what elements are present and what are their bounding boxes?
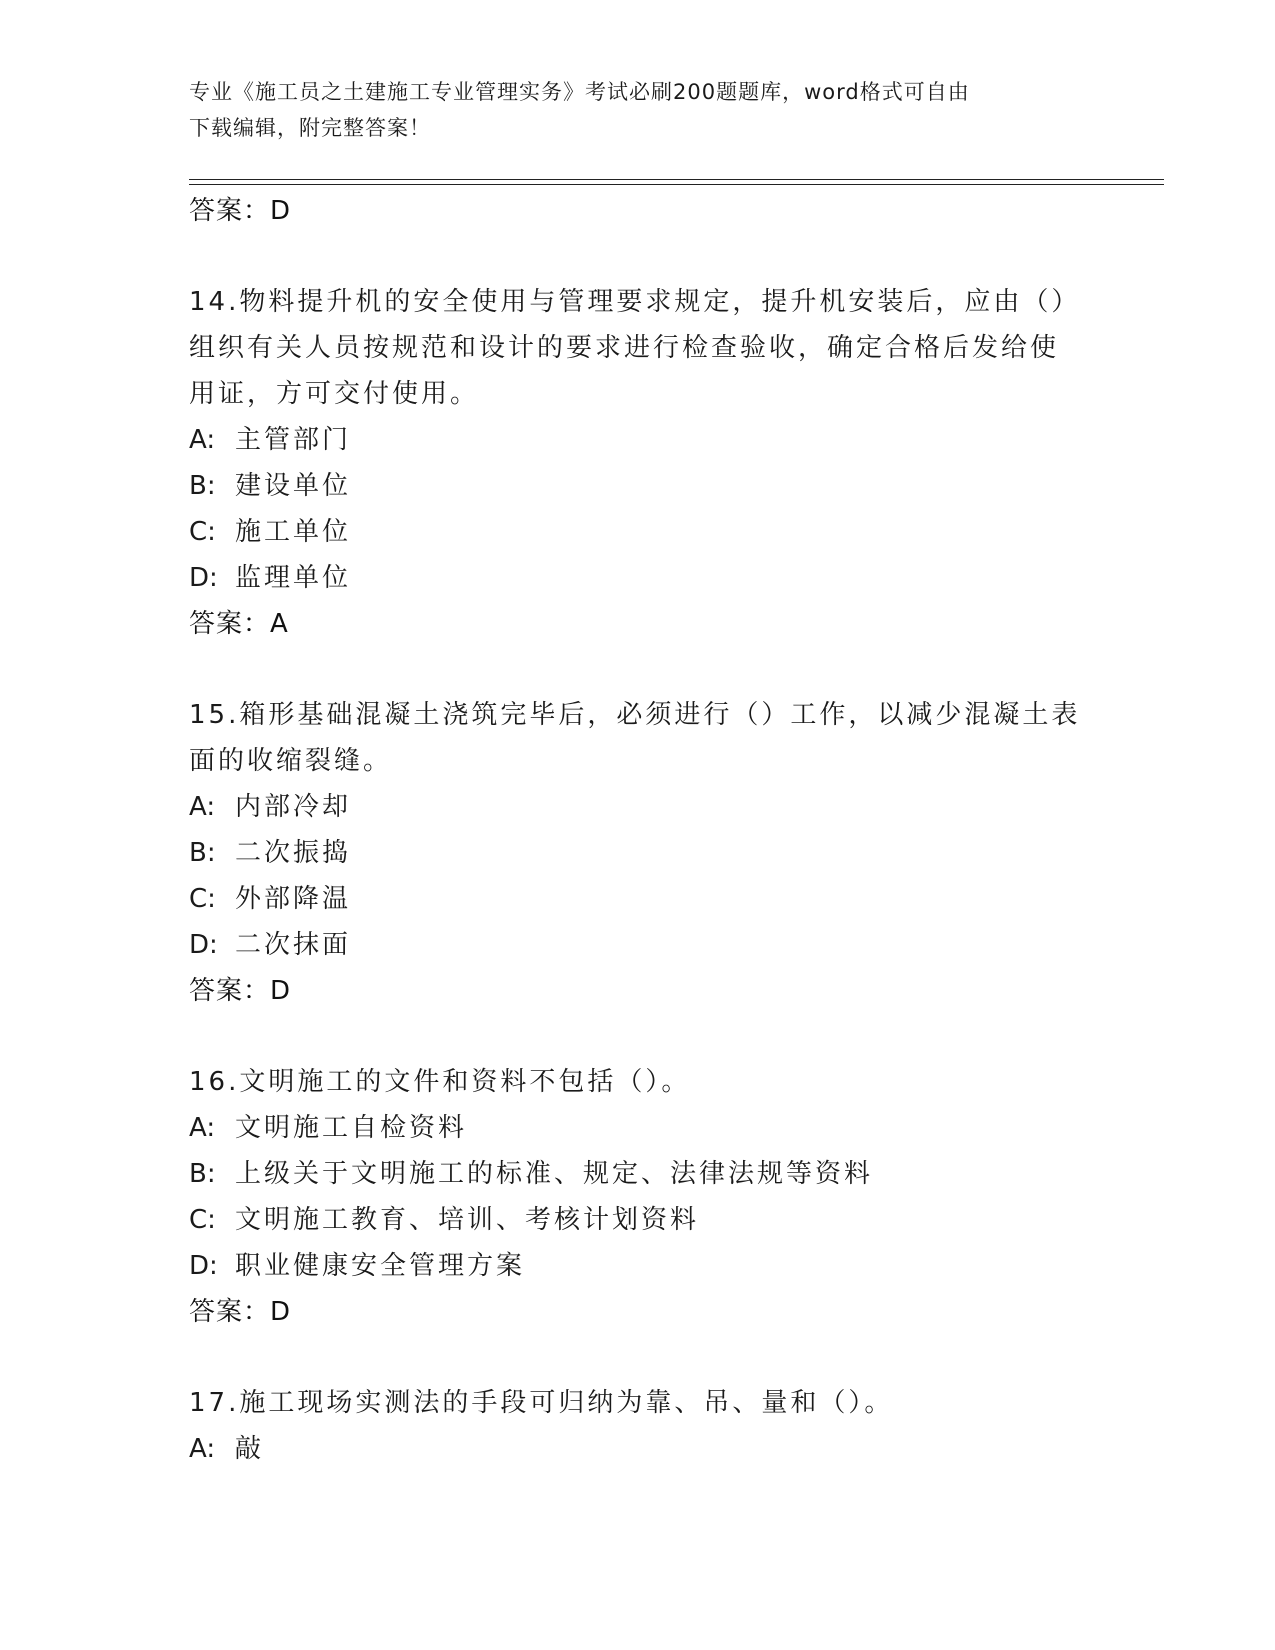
- option-text: 主管部门: [235, 425, 352, 455]
- question-list: [189, 188, 1089, 1472]
- question-stem: [189, 692, 1089, 784]
- option-c: [189, 1197, 1089, 1243]
- option-c: [189, 509, 1089, 555]
- question-block: [189, 1059, 1089, 1335]
- question-stem: [189, 1059, 1089, 1105]
- header-line-2: 下载编辑，附完整答案！: [189, 116, 431, 140]
- answer-line: 答案：A: [189, 609, 289, 639]
- question-block: [189, 692, 1089, 1014]
- option-a: [189, 1426, 1089, 1472]
- header-divider-bottom: [189, 184, 1164, 185]
- option-letter: C:: [189, 1205, 216, 1235]
- question-stem-line: 16.文明施工的文件和资料不包括（）。: [189, 1067, 691, 1097]
- option-letter: A:: [189, 425, 216, 455]
- option-letter: B:: [189, 838, 216, 868]
- option-text: 内部冷却: [235, 792, 352, 822]
- option-a: [189, 784, 1089, 830]
- question-stem-line: 14.物料提升机的安全使用与管理要求规定，提升机安装后，应由（）: [189, 287, 1081, 317]
- option-a: [189, 417, 1089, 463]
- answer-line: 答案：D: [189, 976, 292, 1006]
- option-text: 二次振捣: [235, 838, 352, 868]
- option-text: 文明施工教育、培训、考核计划资料: [235, 1205, 700, 1235]
- option-text: 外部降温: [235, 884, 352, 914]
- header-line-1: 专业《施工员之土建施工专业管理实务》考试必刷200题题库，word格式可自由: [189, 80, 970, 104]
- option-letter: A:: [189, 1434, 216, 1464]
- option-text: 职业健康安全管理方案: [235, 1251, 526, 1281]
- option-b: [189, 1151, 1089, 1197]
- document-header: [189, 74, 1089, 146]
- question-stem-line: 组织有关人员按规范和设计的要求进行检查验收，确定合格后发给使: [189, 333, 1060, 363]
- question-stem-line: 15.箱形基础混凝土浇筑完毕后，必须进行（）工作，以减少混凝土表: [189, 700, 1081, 730]
- option-letter: C:: [189, 884, 216, 914]
- question-stem-line: 用证，方可交付使用。: [189, 379, 480, 409]
- option-text: 建设单位: [235, 471, 352, 501]
- question-block: [189, 279, 1089, 647]
- option-b: [189, 830, 1089, 876]
- question-stem: [189, 1380, 1089, 1426]
- question-block: [189, 1380, 1089, 1472]
- option-text: 施工单位: [235, 517, 352, 547]
- option-b: [189, 463, 1089, 509]
- option-c: [189, 876, 1089, 922]
- answer-line: 答案：D: [189, 196, 292, 226]
- question-stem: [189, 279, 1089, 417]
- option-text: 监理单位: [235, 563, 352, 593]
- option-letter: A:: [189, 1113, 216, 1143]
- question-stem-line: 17.施工现场实测法的手段可归纳为靠、吊、量和（）。: [189, 1388, 894, 1418]
- option-letter: D:: [189, 930, 218, 960]
- option-letter: A:: [189, 792, 216, 822]
- option-letter: D:: [189, 563, 218, 593]
- option-a: [189, 1105, 1089, 1151]
- option-text: 敲: [235, 1434, 265, 1464]
- header-divider-top: [189, 179, 1164, 180]
- answer-line: 答案：D: [189, 1297, 292, 1327]
- option-letter: B:: [189, 1159, 216, 1189]
- option-text: 二次抹面: [235, 930, 352, 960]
- option-text: 上级关于文明施工的标准、规定、法律法规等资料: [235, 1159, 874, 1189]
- option-d: [189, 555, 1089, 601]
- option-d: [189, 1243, 1089, 1289]
- option-text: 文明施工自检资料: [235, 1113, 468, 1143]
- question-stem-line: 面的收缩裂缝。: [189, 746, 393, 776]
- option-letter: D:: [189, 1251, 218, 1281]
- option-d: [189, 922, 1089, 968]
- option-letter: C:: [189, 517, 216, 547]
- option-letter: B:: [189, 471, 216, 501]
